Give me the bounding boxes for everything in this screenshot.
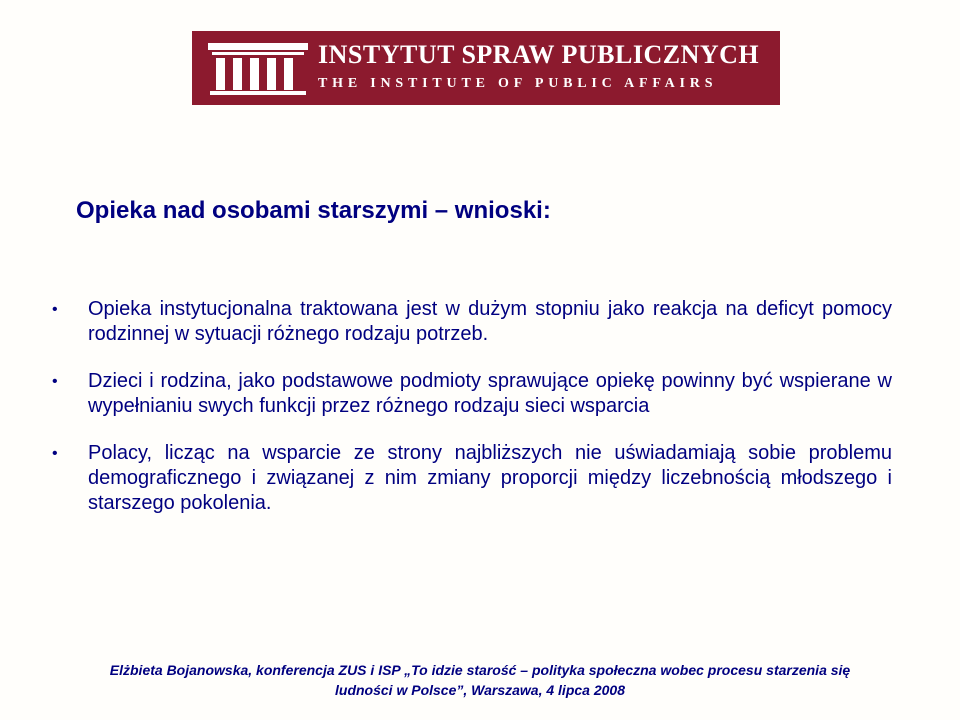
- slide-title: Opieka nad osobami starszymi – wnioski:: [76, 197, 551, 224]
- bullet-item: [52, 369, 892, 419]
- bullet-dot-icon: •: [52, 373, 58, 390]
- logo-banner: [192, 31, 780, 105]
- logo-institute-subtitle: THE INSTITUTE OF PUBLIC AFFAIRS: [318, 76, 718, 91]
- footer-line-1: Elżbieta Bojanowska, konferencja ZUS i ISP „To idzie starość – polityka społeczna wobec procesu starzenia się: [109, 662, 851, 678]
- bullet-text: Opieka instytucjonalna traktowana jest w dużym stopniu jako reakcja na deficyt pomocy rodzinnej w sytuacji różnego rodzaju potrzeb.: [88, 298, 892, 345]
- columns-icon: [206, 39, 310, 97]
- bullet-list: [52, 297, 892, 538]
- bullet-text: Polacy, licząc na wsparcie ze strony najbliższych nie uświadamiają sobie problemu demograficznego i związanej z nim zmiany proporcji między liczebnością młodszego i starszego pokolenia.: [88, 442, 892, 514]
- footer: [0, 660, 960, 700]
- bullet-item: [52, 441, 892, 516]
- bullet-text: Dzieci i rodzina, jako podstawowe podmioty sprawujące opiekę powinny być wspierane w wypełnianiu swych funkcji przez różnego rodzaju sieci wsparcia: [88, 370, 892, 417]
- bullet-dot-icon: •: [52, 301, 58, 318]
- footer-line-2: ludności w Polsce”, Warszawa, 4 lipca 2008: [335, 682, 625, 698]
- bullet-item: [52, 297, 892, 347]
- logo-institute-name: INSTYTUT SPRAW PUBLICZNYCH: [318, 40, 760, 69]
- bullet-dot-icon: •: [52, 445, 58, 462]
